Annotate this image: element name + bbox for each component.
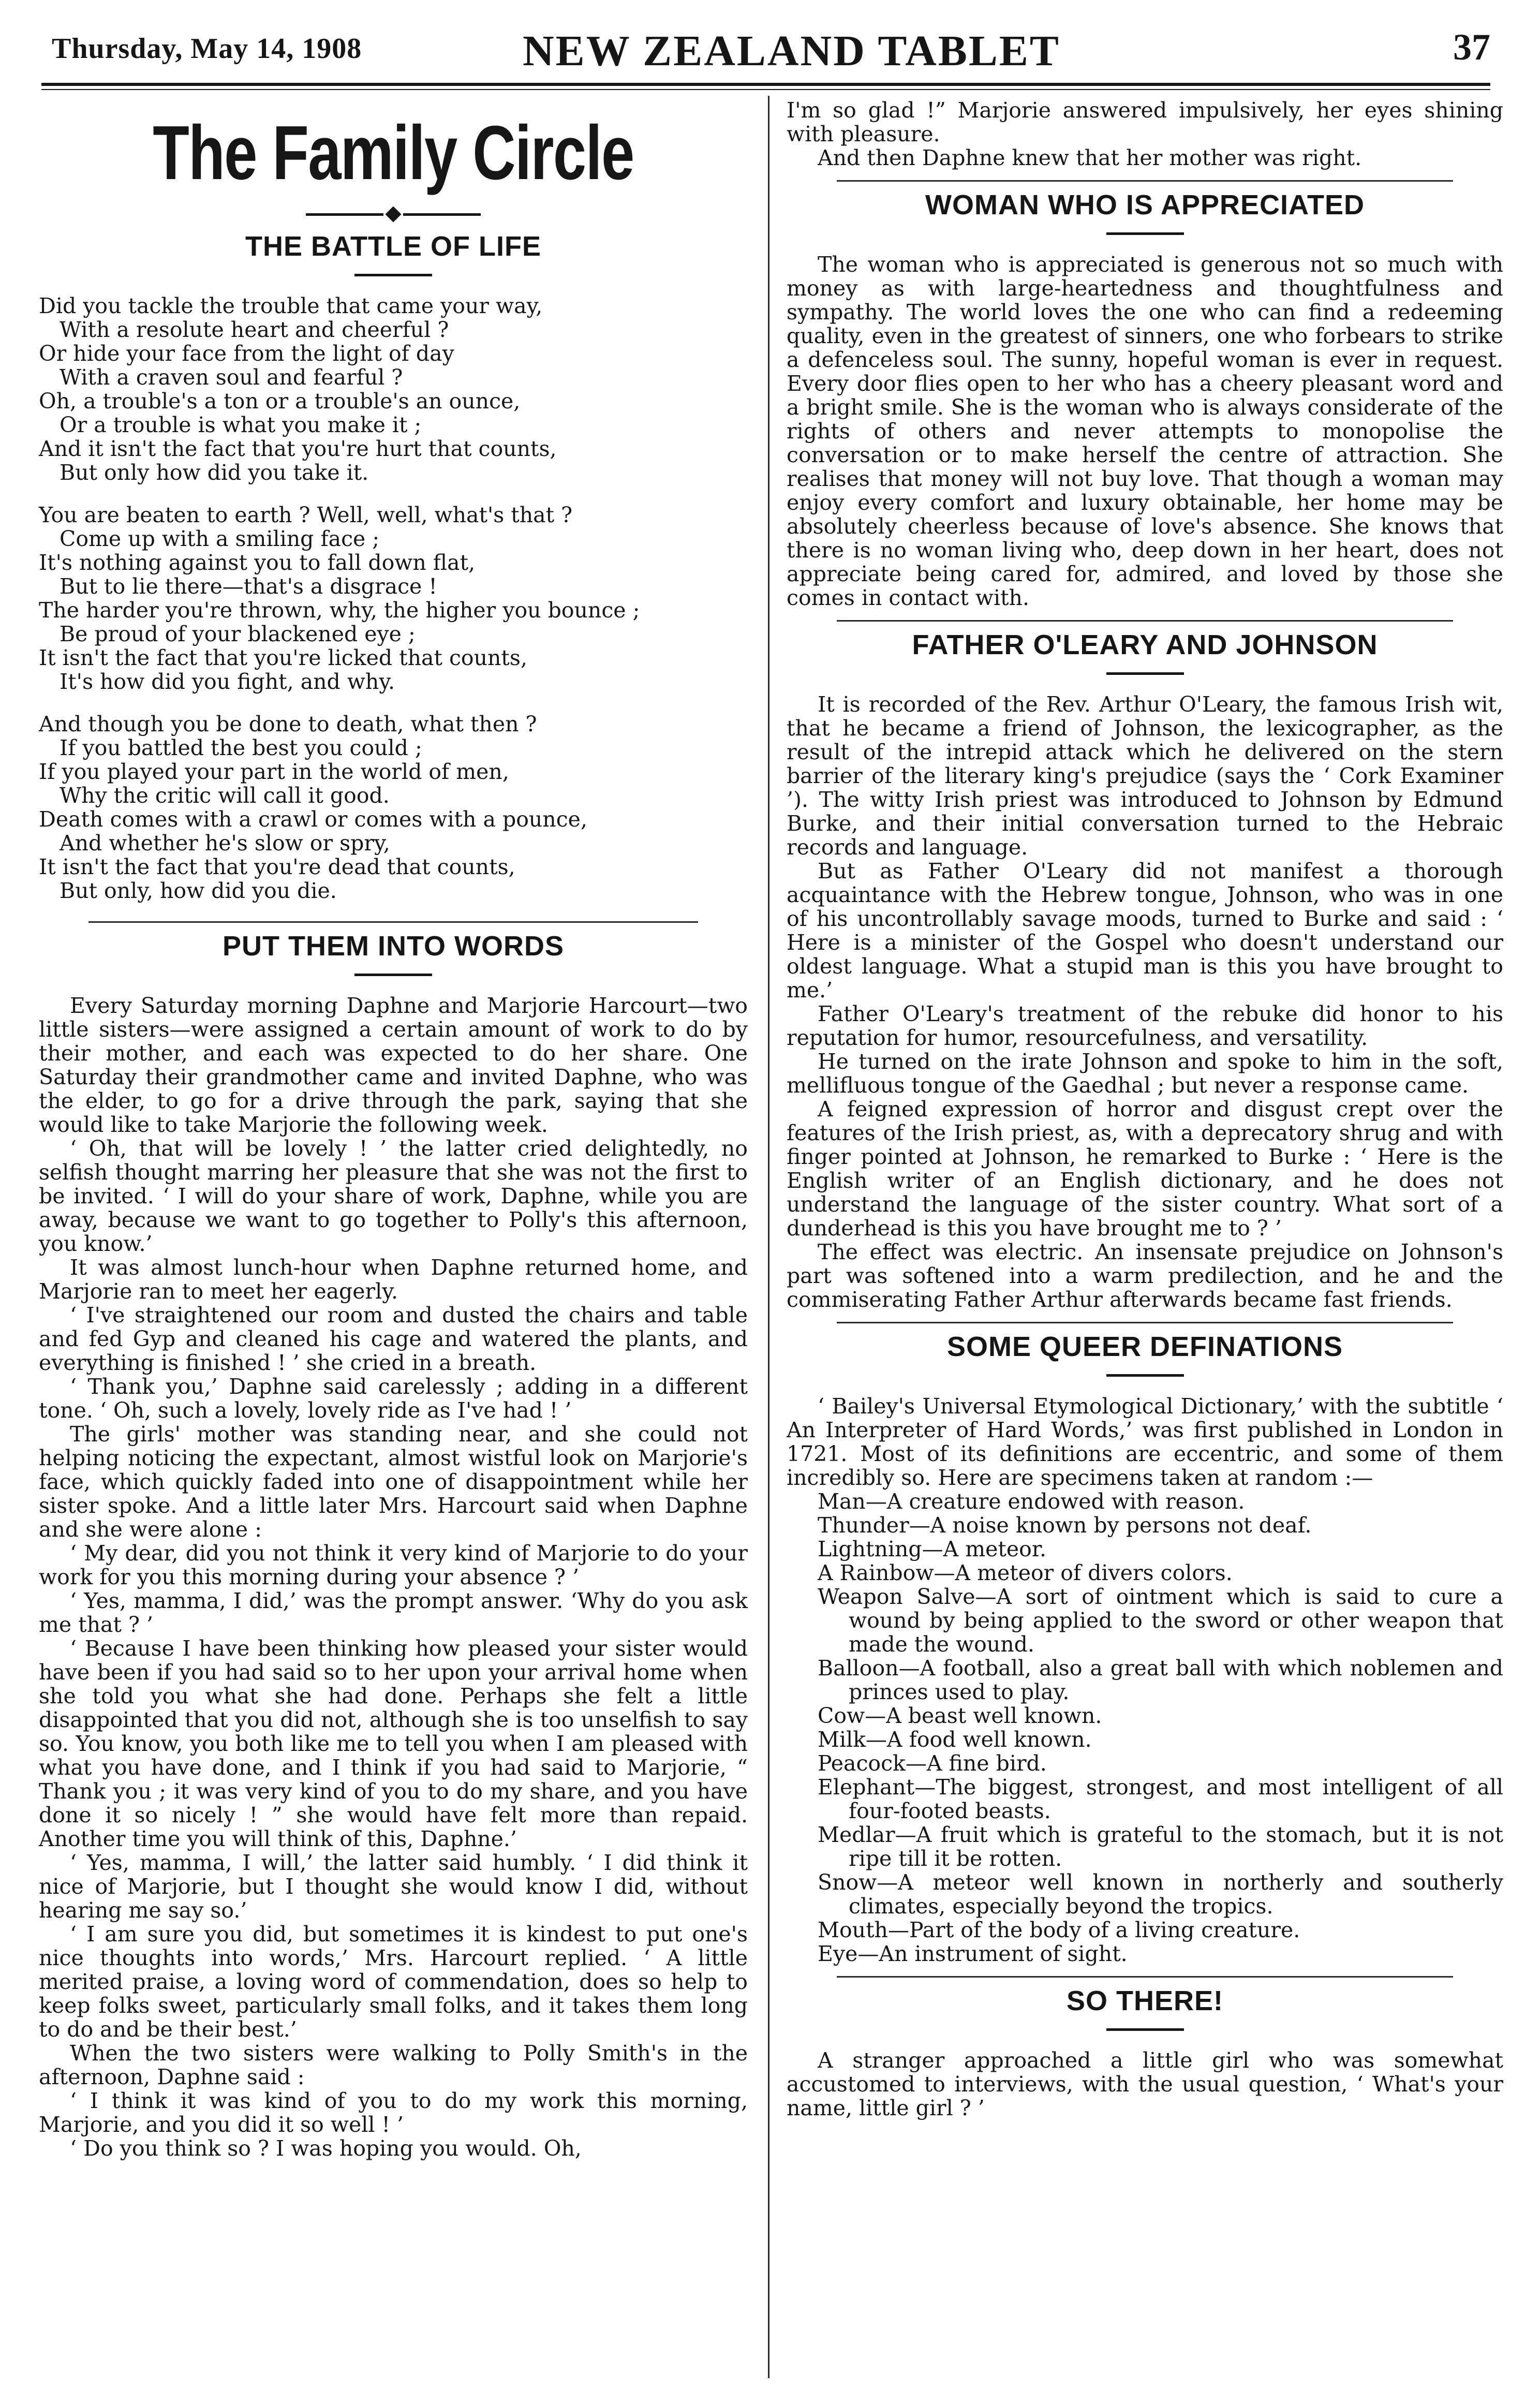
heading-rule — [1106, 2028, 1184, 2031]
poem-line: It isn't the fact that you're licked that counts, — [39, 645, 527, 671]
definition-item: Weapon Salve—A sort of ointment which is said to cure a wound by being applied to the sword or other weapon that made the wound. — [818, 1584, 1503, 1657]
paragraph: ‘ Bailey's Universal Etymological Dictionary,’ with the subtitle ‘ An Interpreter of Hard Words,’ was first published in London in 1721. Most of its definitions are eccentric, and some of them incredibly so. Here are specimens taken at random :— — [787, 1394, 1503, 1490]
paragraph: ‘ I've straightened our room and dusted the chairs and table and fed Gyp and cleaned his cage and watered the plants, and everything is finished ! ’ she cried in a breath. — [39, 1303, 748, 1376]
definition-item: Peacock—A fine bird. — [818, 1751, 1047, 1776]
poem-stanza — [39, 503, 748, 694]
article-body-oleary — [787, 692, 1503, 1311]
newspaper-title: NEW ZEALAND TABLET — [523, 27, 1060, 75]
page-header — [41, 21, 1490, 83]
poem-line: You are beaten to earth ? Well, well, what's that ? — [39, 503, 573, 528]
column-divider — [768, 96, 769, 2378]
poem-line: Death comes with a crawl or comes with a pounce, — [39, 807, 587, 832]
poem-line: Or a trouble is what you make it ; — [60, 412, 422, 438]
paragraph: But as Father O'Leary did not manifest a thorough acquaintance with the Hebrew tongue, Johnson, who was in one of his uncontrollably savage moods, turned to Burke and said : ‘ Here is a minister of the Gospel who doesn't understand our oldest language. What a stupid man is this you have brought to me.’ — [787, 859, 1503, 1003]
article-heading-queer: SOME QUEER DEFINATIONS — [946, 1331, 1343, 1362]
poem-line: But to lie there—that's a disgrace ! — [60, 574, 437, 599]
definition-item: Elephant—The biggest, strongest, and most intelligent of all four-footed beasts. — [818, 1775, 1503, 1823]
article-separator — [837, 180, 1453, 182]
page-number: 37 — [1453, 26, 1490, 68]
definition-item: A Rainbow—A meteor of divers colors. — [818, 1560, 1233, 1585]
poem-line: Oh, a trouble's a ton or a trouble's an ounce, — [39, 389, 521, 414]
paragraph: The woman who is appreciated is generous not so much with money as with large-heartedness and thoughtfulness and sympathy. The world loves the one who can find a redeeming quality, even in the greatest of sinners, one who forbears to strike a defenceless soul. The sunny, hopeful woman is ever in request. Every door flies open to her who has a cheery pleasant word and a bright smile. She is the woman who is always considerate of the rights of others and never attempts to monopolise the conversation or to make herself the centre of attraction. She realises that money will not buy love. That though a woman may enjoy every comfort and luxury obtainable, her home may be absolutely cheerless because of love's absence. She knows that there is no woman living who, deep down in her heart, does not appreciate being cared for, admired, and loved by those she comes in contact with. — [787, 252, 1503, 610]
paragraph: Father O'Leary's treatment of the rebuke did honor to his reputation for humor, resourcefulness, and versatility. — [787, 1001, 1503, 1050]
article-separator — [837, 1322, 1453, 1323]
paragraph: The effect was electric. An insensate prejudice on Johnson's part was softened into a warm predilection, and he and the commiserating Father Arthur afterwards became fast friends. — [787, 1240, 1503, 1312]
paragraph: ‘ I am sure you did, but sometimes it is kindest to put one's nice thoughts into words,’ Mrs. Harcourt replied. ‘ A little merited praise, a loving word of commendation, does so help to keep folks sweet, particularly small folks, and it takes them long to do and be their best.’ — [39, 1922, 748, 2042]
poem-line: The harder you're thrown, why, the higher you bounce ; — [39, 598, 640, 623]
heading-rule — [1106, 1374, 1184, 1377]
paragraph: And then Daphne knew that her mother was right. — [818, 145, 1362, 170]
paragraph: A stranger approached a little girl who was somewhat accustomed to interviews, with the usual question, ‘ What's your name, little girl ? ’ — [787, 2048, 1503, 2120]
poem-line: Why the critic will call it good. — [60, 783, 390, 808]
definition-item: Thunder—A noise known by persons not deaf. — [818, 1513, 1312, 1538]
definition-item: Cow—A beast well known. — [818, 1703, 1102, 1728]
poem-line: Come up with a smiling face ; — [60, 526, 380, 552]
section-masthead: The Family Circle — [153, 110, 634, 196]
poem-line: Did you tackle the trouble that came your way, — [39, 293, 543, 319]
article-heading-words: PUT THEM INTO WORDS — [223, 931, 564, 962]
paragraph: The girls' mother was standing near, and she could not helping noticing the expectant, almost wistful look on Marjorie's face, which quickly faded into one of disappointment while her sister spoke. And a little later Mrs. Harcourt said when Daphne and she were alone : — [39, 1422, 748, 1542]
poem-line: With a resolute heart and cheerful ? — [60, 317, 449, 343]
header-rule — [41, 83, 1490, 86]
poem-line: Be proud of your blackened eye ; — [60, 622, 416, 647]
paragraph: Every Saturday morning Daphne and Marjorie Harcourt—two little sisters—were assigned a certain amount of work to do by their mother, and each was expected to do her share. One Saturday their grandmother came and invited Daphne, who was the elder, to go for a drive through the park, saying that she would like to take Marjorie the following week. — [39, 993, 748, 1138]
heading-rule — [1106, 232, 1184, 235]
paragraph: A feigned expression of horror and disgust crept over the features of the Irish priest, as, with a deprecatory shrug and with finger pointed at Johnson, he remarked to Burke : ‘ Here is the English writer of an English dictionary, and he does not understand the language of the sister country. What sort of a dunderhead is this you have brought me to ? ’ — [787, 1097, 1503, 1241]
paragraph: ‘ Oh, that will be lovely ! ’ the latter cried delightedly, no selfish thought marring her pleasure that she was not the first to be invited. ‘ I will do your share of work, Daphne, while you are away, because we want to go together to Polly's this afternoon, you know.’ — [39, 1136, 748, 1257]
poem-stanza — [39, 294, 748, 484]
paragraph: ‘ I think it was kind of you to do my work this morning, Marjorie, and you did it so well ! ’ — [39, 2088, 748, 2138]
paragraph: When the two sisters were walking to Polly Smith's in the afternoon, Daphne said : — [39, 2041, 748, 2090]
poem-line: If you battled the best you could ; — [60, 735, 422, 761]
header-rule-thin — [41, 89, 1490, 90]
article-body-queer — [787, 1394, 1503, 1966]
poem-line: It's nothing against you to fall down flat, — [39, 550, 476, 576]
issue-date: Thursday, May 14, 1908 — [52, 33, 362, 65]
paragraph: ‘ Yes, mamma, I will,’ the latter said humbly. ‘ I did think it nice of Marjorie, but I thought she would know I did, without hearing me say so.’ — [39, 1850, 748, 1923]
definition-item: Milk—A food well known. — [818, 1727, 1092, 1752]
definition-item: Snow—A meteor well known in northerly and southerly climates, especially beyond the tropics. — [818, 1870, 1503, 1919]
paragraph: ‘ Because I have been thinking how pleased your sister would have been if you had said so to her upon your arrival home when she told you what she had done. Perhaps she felt a little disappointed that you did not, although she is too unselfish to say so. You know, you both like me to tell you when I am pleased with what you have done, and I think if you had said to Marjorie, “ Thank you ; it was very kind of you to do my share, and you have done it so nicely ! ” she would have felt more than repaid. Another time you will think of this, Daphne.’ — [39, 1636, 748, 1852]
paragraph: I'm so glad !” Marjorie answered impulsively, her eyes shining with pleasure. — [787, 98, 1503, 146]
article-body-woman — [787, 253, 1503, 610]
definition-item: Mouth—Part of the body of a living creature. — [818, 1918, 1300, 1942]
definition-item: Medlar—A fruit which is grateful to the stomach, but it is not ripe till it be rotten. — [818, 1822, 1503, 1871]
poem-stanza — [39, 712, 748, 903]
paragraph: ‘ Thank you,’ Daphne said carelessly ; adding in a different tone. ‘ Oh, such a lovely, lovely ride as I've had ! ’ — [39, 1374, 748, 1423]
article-separator — [837, 1976, 1453, 1978]
poem-line: If you played your part in the world of men, — [39, 759, 509, 785]
definition-item: Balloon—A football, also a great ball with which noblemen and princes used to play. — [818, 1656, 1503, 1704]
poem-line: It isn't the fact that you're dead that counts, — [39, 854, 515, 880]
paragraph: ‘ Yes, mamma, I did,’ was the prompt answer. ‘Why do you ask me that ? ’ — [39, 1588, 748, 1638]
ornament-divider — [39, 209, 748, 220]
poem-line: But only, how did you die. — [60, 878, 337, 904]
article-heading-so-there: SO THERE! — [1066, 1985, 1224, 2016]
poem-line: With a craven soul and fearful ? — [60, 365, 403, 390]
heading-rule — [1106, 672, 1184, 675]
definition-item: Lightning—A meteor. — [818, 1537, 1046, 1561]
heading-rule — [354, 974, 432, 976]
paragraph: He turned on the irate Johnson and spoke to him in the soft, mellifluous tongue of the Gaedhal ; but never a response came. — [787, 1049, 1503, 1098]
paragraph: It is recorded of the Rev. Arthur O'Leary, the famous Irish wit, that he became a friend of Johnson, the lexicographer, as the result of the intrepid attack which he delivered on the stern barrier of the literary king's prejudice (says the ‘ Cork Examiner ’). The witty Irish priest was introduced to Johnson by Edmund Burke, and their initial conversation turned to the Hebraic records and language. — [787, 692, 1503, 860]
poem-line: It's how did you fight, and why. — [60, 669, 395, 695]
article-body-words — [39, 994, 748, 2160]
paragraph: It was almost lunch-hour when Daphne returned home, and Marjorie ran to meet her eagerly. — [39, 1255, 748, 1304]
right-column — [787, 98, 1503, 2120]
article-heading-oleary: FATHER O'LEARY AND JOHNSON — [912, 629, 1378, 660]
left-column — [39, 98, 748, 2160]
article-body-so-there — [787, 2048, 1503, 2120]
poem-line: And whether he's slow or spry, — [60, 831, 390, 856]
poem-line: And though you be done to death, what then ? — [39, 712, 537, 737]
heading-rule — [354, 274, 432, 276]
poem-line: And it isn't the fact that you're hurt that counts, — [39, 436, 557, 462]
article-separator — [837, 620, 1453, 622]
definition-item: Man—A creature endowed with reason. — [818, 1489, 1245, 1514]
article-heading-woman: WOMAN WHO IS APPRECIATED — [925, 189, 1365, 220]
poem-line: Or hide your face from the light of day — [39, 341, 454, 366]
paragraph: ‘ My dear, did you not think it very kind of Marjorie to do your work for you this morning during your absence ? ’ — [39, 1541, 748, 1590]
article-separator — [88, 921, 698, 923]
continued-text — [787, 98, 1503, 170]
poem-line: But only how did you take it. — [60, 460, 369, 485]
article-heading-battle: THE BATTLE OF LIFE — [245, 231, 541, 262]
paragraph: ‘ Do you think so ? I was hoping you would. Oh, — [70, 2136, 582, 2161]
definition-item: Eye—An instrument of sight. — [818, 1941, 1128, 1966]
